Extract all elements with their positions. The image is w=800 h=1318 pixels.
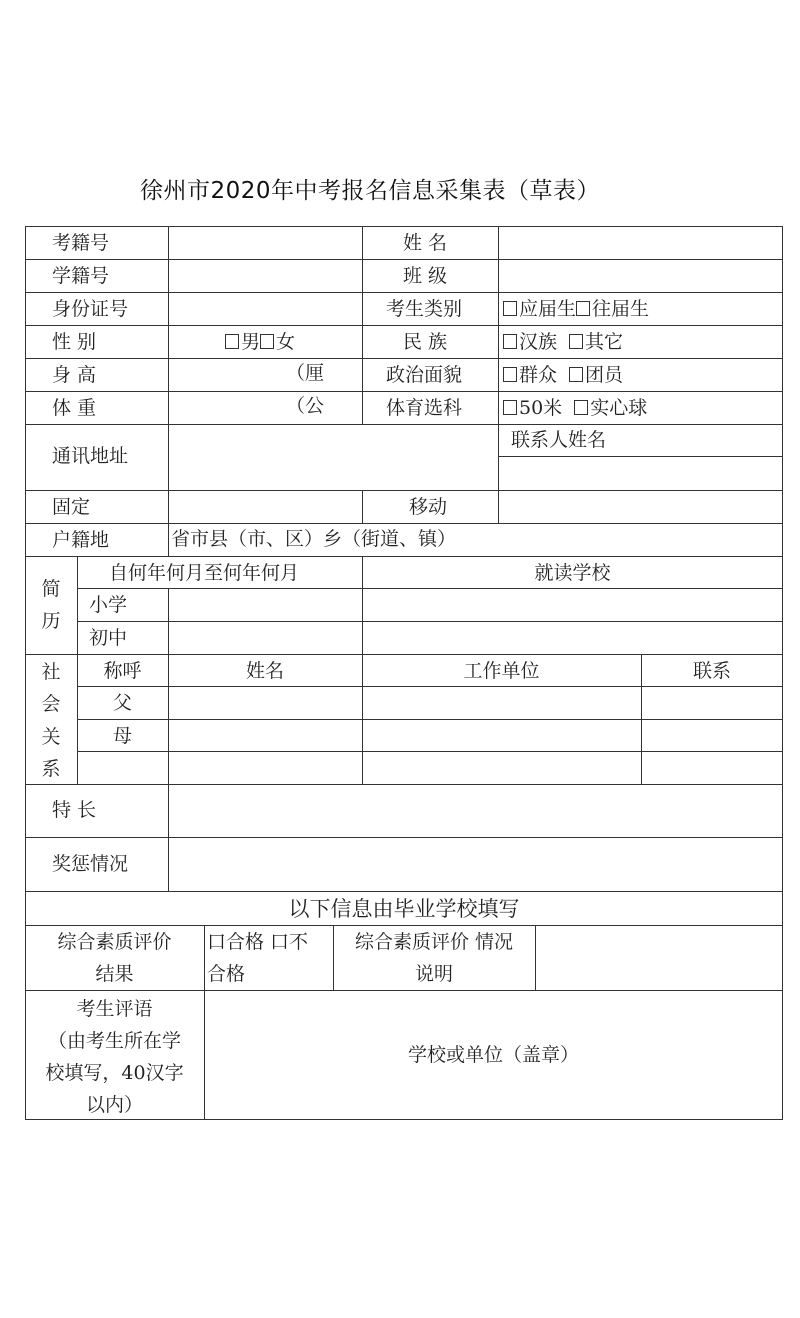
checkbox-fresh-graduate[interactable] <box>503 301 517 316</box>
checkbox-50m[interactable] <box>503 400 517 415</box>
relations-header-name: 姓名 <box>245 660 284 682</box>
eval-options-line-1: 口合格 口不 <box>207 931 309 953</box>
exam-no-label: 考籍号 <box>52 232 110 254</box>
resume-label-char-2: 历 <box>41 610 61 632</box>
candidate-type-options <box>503 293 649 325</box>
option-past-graduate: 往届生 <box>592 298 650 320</box>
specialty-label: 特 长 <box>52 799 97 821</box>
ethnicity-label: 民 族 <box>403 331 448 353</box>
relations-label-char-4: 系 <box>41 758 61 780</box>
relations-row-mother: 母 <box>112 725 132 747</box>
school-section-heading: 以下信息由毕业学校填写 <box>288 897 520 921</box>
checkbox-medicine-ball[interactable] <box>574 400 588 415</box>
height-unit: （厘 <box>286 362 325 384</box>
pe-elective-label: 体育选科 <box>386 397 463 419</box>
political-options <box>503 359 623 391</box>
checkbox-past-graduate[interactable] <box>576 301 590 316</box>
option-league-member: 团员 <box>585 364 624 386</box>
option-fresh-graduate: 应届生 <box>519 298 577 320</box>
option-50m: 50米 <box>519 397 563 419</box>
checkbox-female[interactable] <box>260 334 274 349</box>
form-title: 徐州市2020年中考报名信息采集表（草表） <box>139 178 601 204</box>
resume-row-primary: 小学 <box>89 594 128 616</box>
checkbox-other-ethnicity[interactable] <box>569 334 583 349</box>
relations-header-title: 称呼 <box>103 660 142 682</box>
candidate-type-label: 考生类别 <box>386 298 463 320</box>
gender-options <box>225 326 295 358</box>
relations-label-char-1: 社 <box>41 661 61 683</box>
comment-label-line-4: 以内） <box>85 1094 143 1116</box>
school-stamp-label: 学校或单位（盖章） <box>407 1044 579 1066</box>
eval-desc-label-line-1: 综合素质评价 情况 <box>354 931 514 953</box>
mobile-label: 移动 <box>409 496 448 518</box>
relations-row-father: 父 <box>112 692 132 714</box>
relations-label-char-3: 关 <box>41 726 61 748</box>
comment-label-line-1: 考生评语 <box>76 998 153 1020</box>
student-no-label: 学籍号 <box>52 265 110 287</box>
option-male: 男 <box>241 331 261 353</box>
comment-label-line-2: （由考生所在学 <box>47 1030 181 1052</box>
hukou-label: 户籍地 <box>52 529 110 551</box>
eval-desc-label-line-2: 说明 <box>414 963 453 985</box>
ethnicity-options <box>503 326 623 358</box>
eval-result-label-line-1: 综合素质评价 <box>57 931 172 953</box>
resume-period-header: 自何年何月至何年何月 <box>109 562 300 584</box>
checkbox-male[interactable] <box>225 334 239 349</box>
checkbox-league-member[interactable] <box>569 367 583 382</box>
option-female: 女 <box>276 331 296 353</box>
comment-label-line-3: 校填写，40汉字 <box>45 1062 184 1084</box>
rewards-label: 奖惩情况 <box>52 853 129 875</box>
relations-header-workplace: 工作单位 <box>463 660 540 682</box>
class-label: 班 级 <box>403 265 448 287</box>
resume-school-header: 就读学校 <box>534 562 611 584</box>
hukou-value: 省市县（市、区）乡（街道、镇） <box>171 528 457 550</box>
registration-form-table <box>25 0 783 1318</box>
pe-elective-options <box>503 392 647 424</box>
option-other-ethnicity: 其它 <box>585 331 624 353</box>
resume-row-junior: 初中 <box>89 627 128 649</box>
weight-unit: （公 <box>286 395 325 417</box>
political-label: 政治面貌 <box>386 364 463 386</box>
id-no-label: 身份证号 <box>52 298 129 320</box>
relations-label-char-2: 会 <box>41 693 61 715</box>
eval-result-label-line-2: 结果 <box>95 963 134 985</box>
relations-header-contact: 联系 <box>692 660 731 682</box>
landline-label: 固定 <box>52 496 91 518</box>
resume-label-char-1: 简 <box>41 578 61 600</box>
name-label: 姓 名 <box>403 232 448 254</box>
address-label: 通讯地址 <box>52 445 129 467</box>
height-label: 身 高 <box>52 364 97 386</box>
checkbox-masses[interactable] <box>503 367 517 382</box>
option-masses: 群众 <box>519 364 558 386</box>
contact-name-label: 联系人姓名 <box>511 429 607 451</box>
weight-label: 体 重 <box>52 397 97 419</box>
option-han: 汉族 <box>519 331 558 353</box>
checkbox-han[interactable] <box>503 334 517 349</box>
eval-options-line-2: 合格 <box>207 963 246 985</box>
gender-label: 性 别 <box>52 331 97 353</box>
option-medicine-ball: 实心球 <box>590 397 648 419</box>
